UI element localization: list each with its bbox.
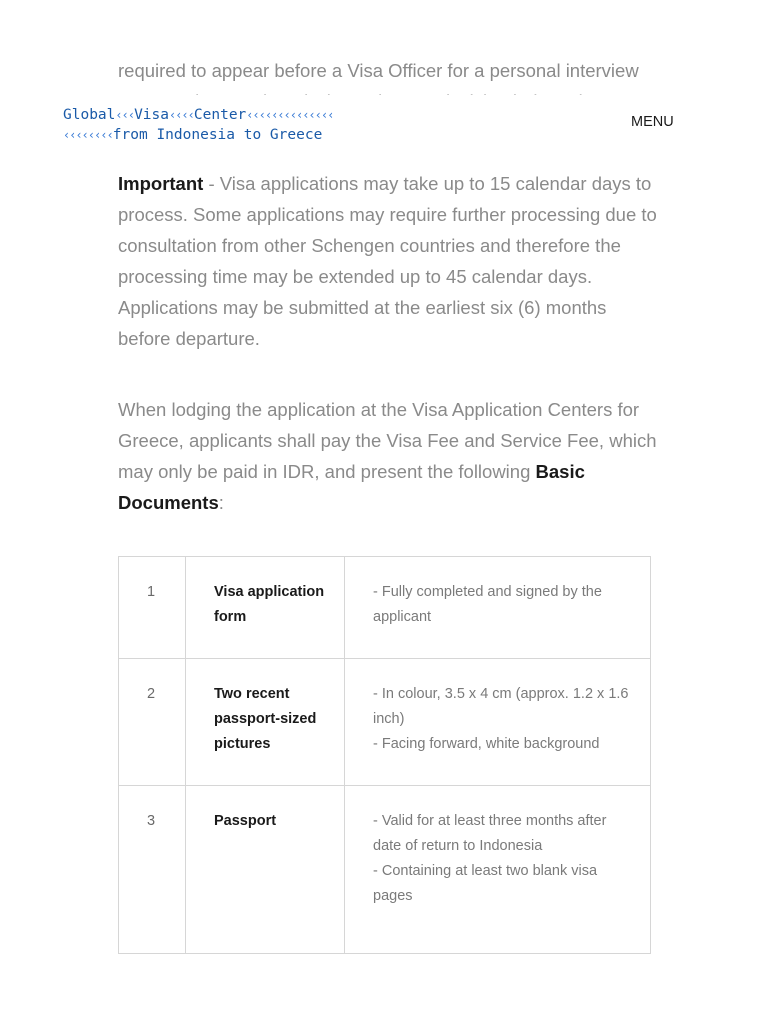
logo-word-center: Center [193, 107, 247, 123]
basic-documents-label: Basic Documents [118, 461, 585, 513]
document-detail: - Fully completed and signed by the applicant [373, 584, 602, 625]
logo-chevrons-4: ‹‹‹‹‹‹‹‹ [63, 128, 113, 142]
logo-word-global: Global [63, 107, 116, 123]
documents-table [118, 556, 651, 954]
logo-chevrons-2: ‹‹‹‹ [169, 108, 194, 122]
document-details [345, 557, 651, 659]
logo-chevrons-1: ‹‹‹ [115, 108, 135, 122]
menu-button[interactable]: MENU [631, 114, 674, 130]
document-detail: - In colour, 3.5 x 4 cm (approx. 1.2 x 1.6 inch) [373, 686, 629, 727]
table-row [119, 659, 651, 786]
table-row [119, 786, 651, 954]
logo-word-visa: Visa [134, 107, 169, 123]
document-name: Visa application form [186, 557, 345, 659]
row-number: 1 [119, 557, 186, 659]
table-row [119, 557, 651, 659]
row-number: 2 [119, 659, 186, 786]
row-number: 3 [119, 786, 186, 954]
document-detail: - Valid for at least three months after date of return to Indonesia [373, 813, 607, 854]
important-text: - Visa applications may take up to 15 calendar days to process. Some applications may require further processing due to consultation from other Schengen countries and therefore the processing time may be extended up to 45 calendar days. Applications may be submitted at the earliest six (6) months before departure. [118, 173, 657, 349]
document-name: Two recent passport-sized pictures [186, 659, 345, 786]
lodging-paragraph [118, 394, 658, 518]
document-detail: - Containing at least two blank visa pages [373, 863, 598, 904]
lodging-text: When lodging the application at the Visa Application Centers for Greece, applicants shall pay the Visa Fee and Service Fee, which may only be paid in IDR, and present the following [118, 399, 657, 482]
logo-chevrons-3: ‹‹‹‹‹‹‹‹‹‹‹‹‹‹ [246, 108, 334, 122]
site-logo[interactable] [63, 105, 333, 145]
important-label: Important [118, 173, 204, 194]
document-details [345, 659, 651, 786]
document-name: Passport [186, 786, 345, 954]
intro-paragraph: required to appear before a Visa Officer for a personal interview [118, 59, 639, 81]
logo-tagline: from Indonesia to Greece [112, 127, 323, 143]
important-paragraph [118, 168, 658, 354]
site-header [0, 95, 768, 157]
document-details [345, 786, 651, 954]
lodging-suffix: : [218, 492, 224, 513]
document-detail: - Facing forward, white background [373, 736, 600, 752]
